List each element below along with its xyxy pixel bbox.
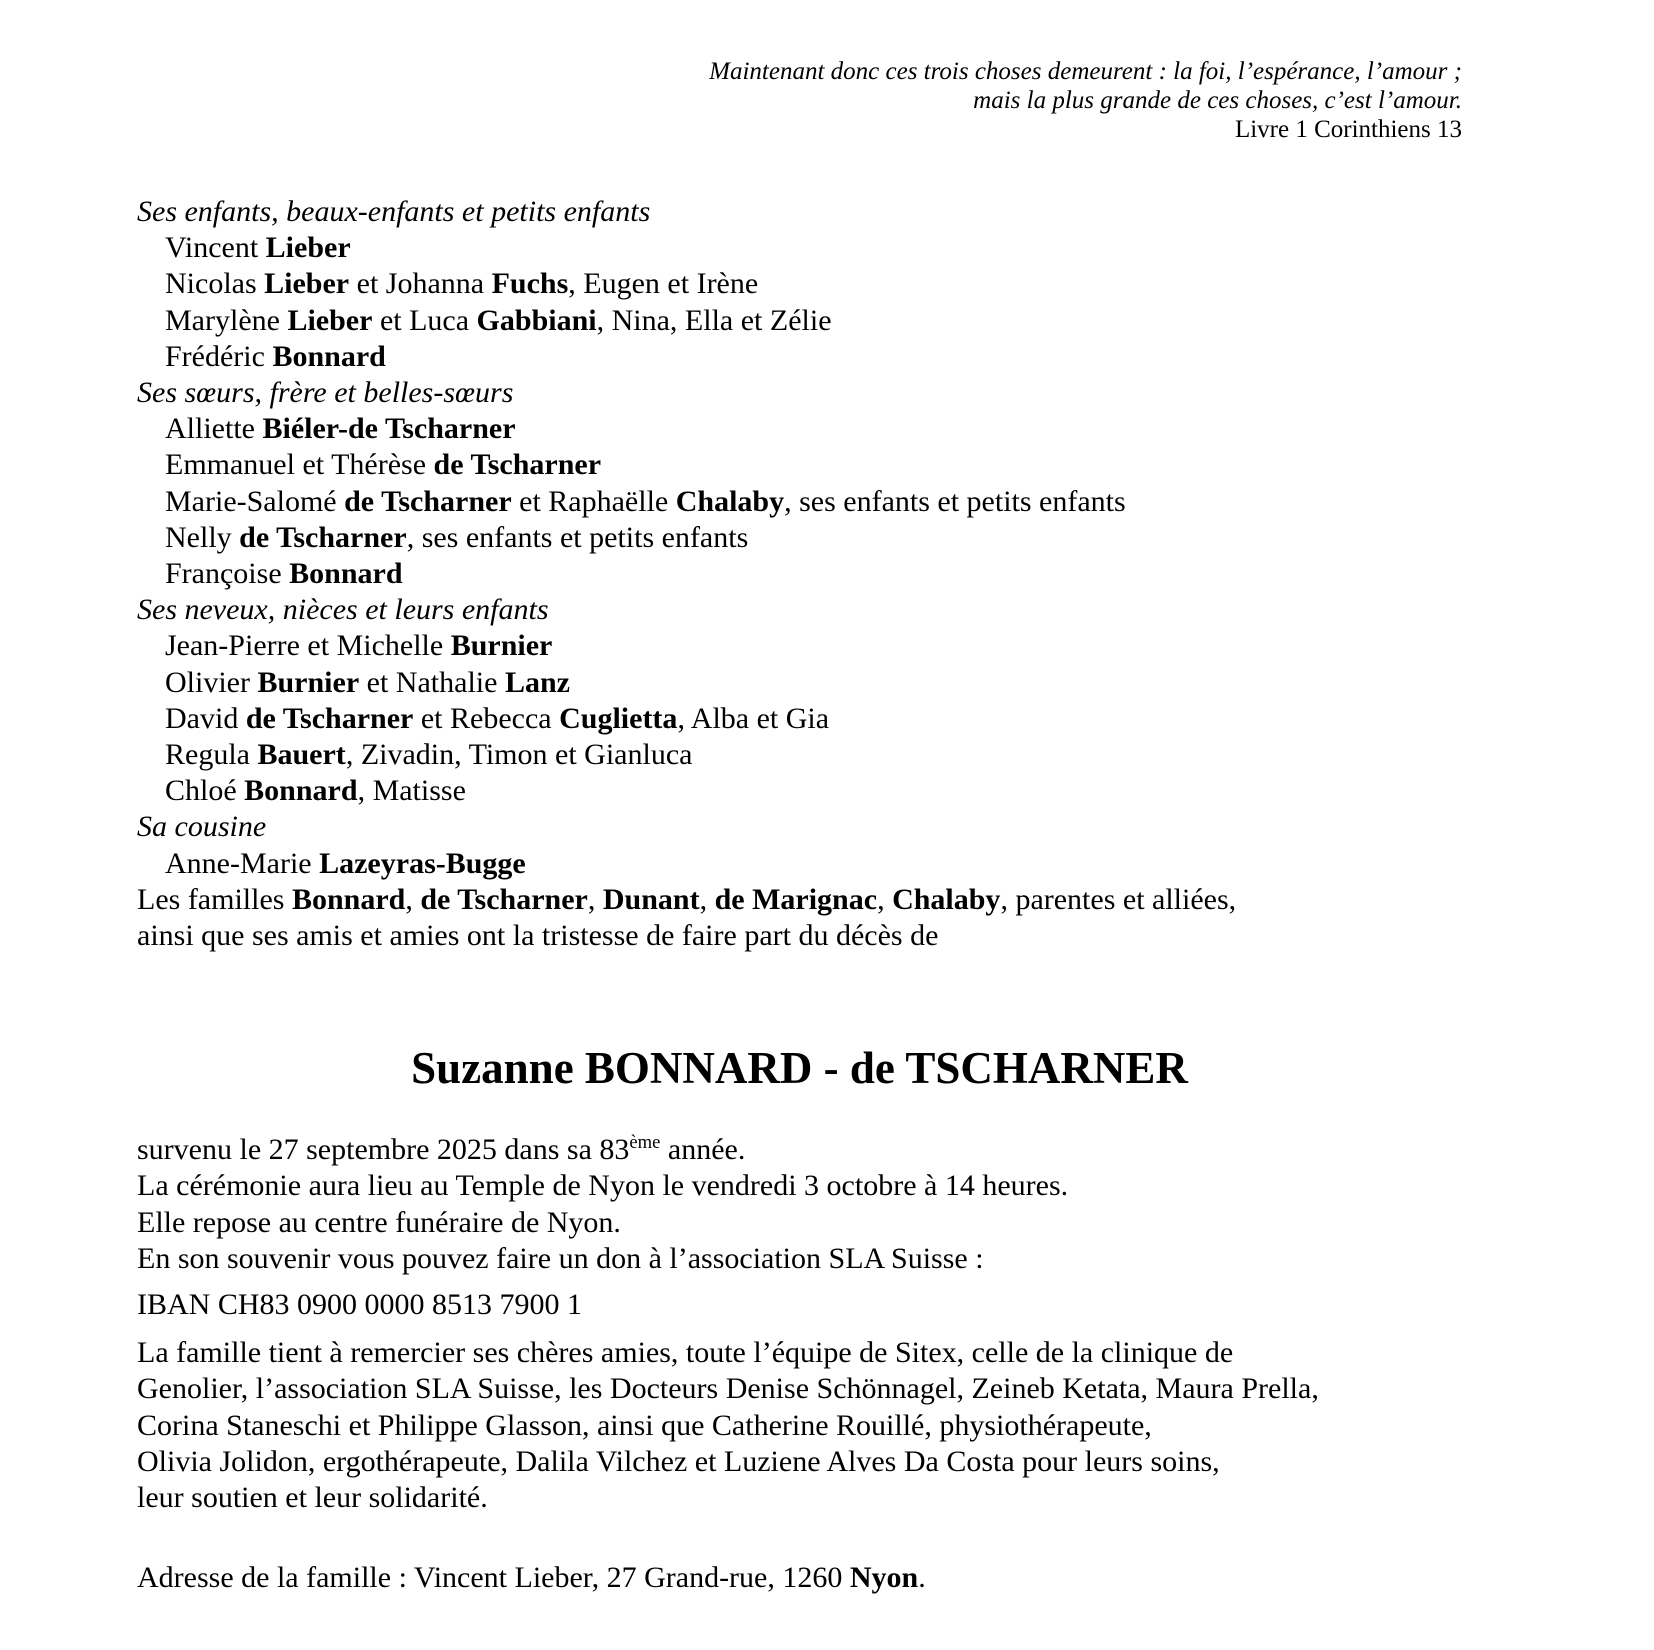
- surname-bold: de Tscharner: [245, 701, 414, 735]
- family-group: [137, 194, 1654, 375]
- group-header: Ses sœurs, frère et belles-sœurs: [137, 376, 514, 410]
- surname-bold: de Tscharner: [420, 882, 588, 916]
- surname-bold: de Marignac: [714, 882, 878, 916]
- family-group: [137, 592, 1654, 809]
- text-segment: Marylène: [165, 303, 288, 337]
- member-line: [137, 773, 1654, 809]
- surname-bold: Burnier: [450, 629, 553, 663]
- text-segment: Alliette: [165, 412, 263, 446]
- text-segment: David: [165, 701, 246, 735]
- surname-bold: Cuglietta: [559, 701, 678, 735]
- member-line: [137, 339, 1654, 375]
- text-segment: Les familles: [137, 882, 292, 916]
- quote-attribution: Livre 1 Corinthiens 13: [1234, 116, 1462, 143]
- text-segment: Elle repose au centre funéraire de Nyon.: [137, 1205, 621, 1239]
- member-line: [137, 411, 1654, 447]
- surname-bold: Bauert: [257, 738, 346, 772]
- surname-bold: de Tscharner: [433, 448, 602, 482]
- surname-bold: Gabbiani: [476, 303, 597, 337]
- text-segment: Françoise: [165, 557, 290, 591]
- closing-line: [137, 918, 1654, 954]
- surname-bold: Biéler-de Tscharner: [262, 412, 516, 446]
- member-line: [137, 266, 1654, 302]
- group-header: Sa cousine: [137, 810, 267, 844]
- surname-bold: Lazeyras-Bugge: [319, 846, 526, 880]
- surname-bold: de Tscharner: [344, 484, 512, 518]
- surname-bold: Bonnard: [244, 774, 358, 808]
- family-group: [137, 375, 1654, 592]
- member-line: [137, 447, 1654, 483]
- scripture-quote: [0, 0, 1654, 144]
- text-segment: , parentes et alliées,: [1000, 882, 1237, 916]
- thanks-line: leur soutien et leur solidarité.: [137, 1481, 488, 1515]
- member-line: [137, 303, 1654, 339]
- ceremony-details: [0, 1132, 1654, 1277]
- text-segment: Marie-Salomé: [165, 484, 345, 518]
- surname-bold: Dunant: [602, 882, 700, 916]
- detail-line: [137, 1132, 1654, 1168]
- thanks-line: Corina Staneschi et Philippe Glasson, ainsi que Catherine Rouillé, physiothérapeute,: [137, 1408, 1152, 1442]
- text-segment: .: [918, 1561, 926, 1595]
- text-segment: , Matisse: [357, 774, 466, 808]
- text-segment: Vincent: [165, 231, 266, 265]
- text-segment: , Eugen et Irène: [568, 267, 759, 301]
- text-segment: et Rebecca: [413, 701, 560, 735]
- family-list: [0, 194, 1654, 954]
- text-segment: , Alba et Gia: [677, 701, 830, 735]
- thanks-line: Olivia Jolidon, ergothérapeute, Dalila Vilchez et Luziene Alves Da Costa pour leurs soins,: [137, 1444, 1220, 1478]
- text-segment: ,: [877, 882, 893, 916]
- surname-bold: Lieber: [287, 303, 373, 337]
- member-line: [137, 737, 1654, 773]
- member-line: [137, 701, 1654, 737]
- surname-bold: Nyon: [849, 1561, 919, 1595]
- surname-bold: Burnier: [257, 665, 360, 699]
- text-segment: , Nina, Ella et Zélie: [596, 303, 832, 337]
- member-line: [137, 520, 1654, 556]
- group-header: Ses neveux, nièces et leurs enfants: [137, 593, 549, 627]
- text-segment: En son souvenir vous pouvez faire un don à l’association SLA Suisse :: [137, 1241, 984, 1275]
- text-segment: La cérémonie aura lieu au Temple de Nyon le vendredi 3 octobre à 14 heures.: [137, 1169, 1069, 1203]
- member-line: [137, 230, 1654, 266]
- text-segment: et Nathalie: [359, 665, 505, 699]
- text-segment: Anne-Marie: [165, 846, 320, 880]
- text-segment: Frédéric: [165, 339, 273, 373]
- text-segment: ,: [587, 882, 603, 916]
- detail-line: [137, 1205, 1654, 1241]
- surname-bold: Lanz: [504, 665, 570, 699]
- detail-line: [137, 1168, 1654, 1204]
- surname-bold: Lieber: [265, 231, 351, 265]
- group-header: Ses enfants, beaux-enfants et petits enfants: [137, 195, 651, 228]
- iban-line: IBAN CH83 0900 0000 8513 7900 1: [137, 1288, 583, 1322]
- text-segment: Jean-Pierre et Michelle: [165, 629, 451, 663]
- text-segment: Nelly: [165, 520, 240, 554]
- text-segment: et Luca: [372, 303, 477, 337]
- surname-bold: Chalaby: [675, 484, 785, 518]
- text-segment: et Johanna: [349, 267, 492, 301]
- surname-bold: Bonnard: [291, 882, 406, 916]
- text-segment: Adresse de la famille : Vincent Lieber, 27 Grand-rue, 1260: [137, 1561, 850, 1595]
- family-address: [0, 1560, 1654, 1596]
- quote-line-2: mais la plus grande de ces choses, c’est l’amour.: [973, 87, 1462, 114]
- thanks-line: Genolier, l’association SLA Suisse, les Docteurs Denise Schönnagel, Zeineb Ketata, Maura Prella,: [137, 1372, 1319, 1406]
- member-line: [137, 665, 1654, 701]
- text-segment: Chloé: [165, 774, 245, 808]
- surname-bold: Fuchs: [491, 267, 569, 301]
- thanks-line: La famille tient à remercier ses chères amies, toute l’équipe de Sitex, celle de la clinique de: [137, 1336, 1234, 1370]
- text-segment: et Raphaëlle: [511, 484, 676, 518]
- text-segment: , Zivadin, Timon et Gianluca: [345, 738, 693, 772]
- member-line: [137, 628, 1654, 664]
- member-line: [137, 846, 1654, 882]
- surname-bold: de Tscharner: [239, 520, 407, 554]
- text-segment: Emmanuel et Thérèse: [165, 448, 434, 482]
- deceased-name: Suzanne BONNARD - de TSCHARNER: [411, 1043, 1188, 1094]
- surname-bold: Chalaby: [892, 882, 1001, 916]
- text-segment: ,: [699, 882, 715, 916]
- surname-bold: Bonnard: [272, 339, 386, 373]
- text-segment: , ses enfants et petits enfants: [784, 484, 1126, 518]
- thanks-paragraph: [0, 1335, 1654, 1516]
- surname-bold: Bonnard: [289, 557, 403, 591]
- family-group: [137, 809, 1654, 881]
- text-segment: Nicolas: [165, 267, 265, 301]
- text-segment: ,: [405, 882, 421, 916]
- closing-line: [137, 882, 1654, 918]
- text-segment: ainsi que ses amis et amies ont la tristesse de faire part du décès de: [137, 919, 939, 953]
- text-segment: , ses enfants et petits enfants: [406, 520, 749, 554]
- detail-line: [137, 1241, 1654, 1277]
- member-line: [137, 484, 1654, 520]
- member-line: [137, 556, 1654, 592]
- surname-bold: Lieber: [264, 267, 350, 301]
- text-segment: année.: [660, 1133, 746, 1167]
- quote-line-1: Maintenant donc ces trois choses demeurent : la foi, l’espérance, l’amour ;: [709, 58, 1462, 85]
- text-segment: Olivier: [165, 665, 258, 699]
- text-segment: survenu le 27 septembre 2025 dans sa 83: [137, 1133, 630, 1167]
- text-segment: Regula: [165, 738, 258, 772]
- ordinal-superscript: ème: [629, 1132, 661, 1154]
